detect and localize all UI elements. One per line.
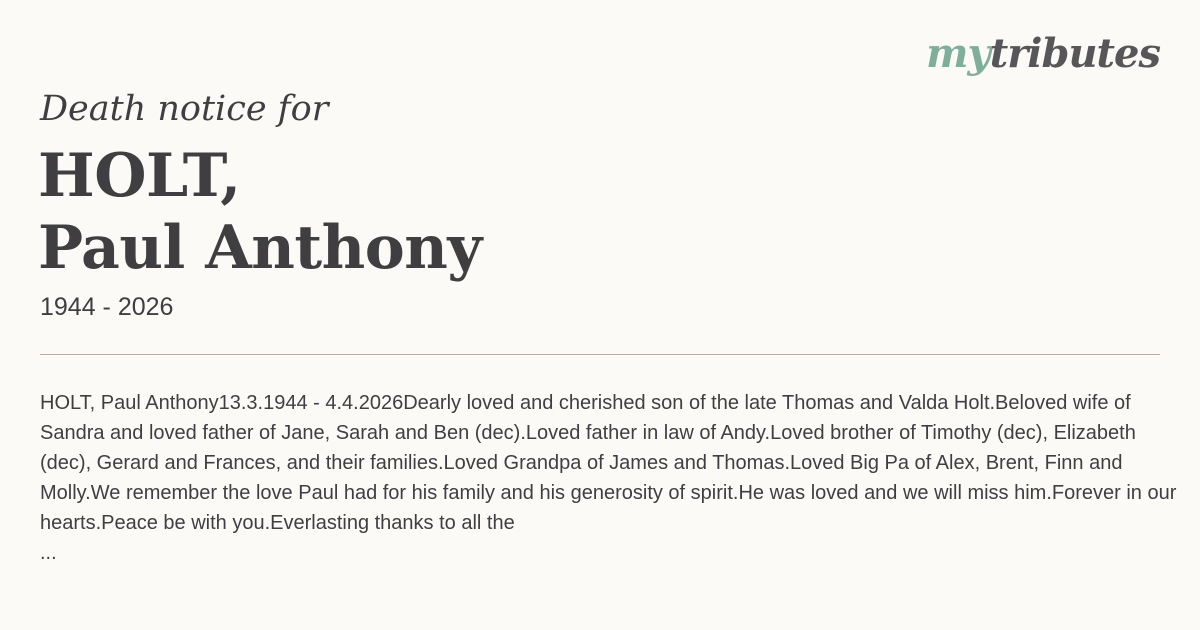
logo-part-my: my — [926, 30, 990, 77]
life-years: 1944 - 2026 — [40, 293, 174, 321]
divider — [40, 354, 1160, 355]
notice-label: Death notice for — [40, 89, 329, 129]
given-names: Paul Anthony — [38, 213, 482, 283]
mytributes-logo[interactable] — [926, 30, 1160, 77]
notice-body: HOLT, Paul Anthony13.3.1944 - 4.4.2026Dearly loved and cherished son of the late Thomas and Valda Holt.Beloved wife of Sandra and loved father of Jane, Sarah and Ben (dec).Loved father in law of Andy.Loved brother of Timothy (dec), Elizabeth (dec), Gerard and Frances, and their families.Loved Grandpa of James and Thomas.Loved Big Pa of Alex, Brent, Finn and Molly.We remember the love Paul had for his family and his generosity of spirit.He was loved and we will miss him.Forever in our hearts.Peace be with you.Everlasting thanks to all the — [40, 392, 1177, 534]
logo-part-tributes: tributes — [989, 30, 1160, 77]
truncation-ellipsis: ... — [40, 542, 57, 564]
deceased-name — [38, 140, 482, 284]
surname: HOLT, — [38, 141, 241, 211]
